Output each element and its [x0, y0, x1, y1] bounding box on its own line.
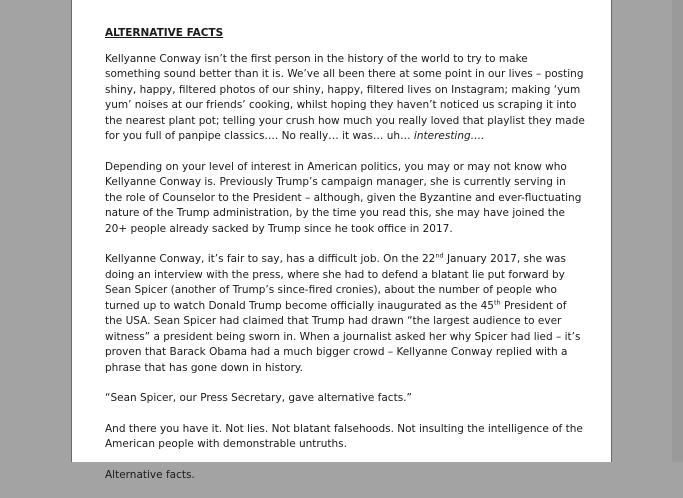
paragraph-3: [105, 252, 585, 376]
paragraph-3-part-b: January 2017, she was doing an interview with the press, where she had to defend a blatant lie put forward by Sean Spicer (another of Trump’s since-fired cronies), about the number of people who turned up to watch Donald Trump become officially inaugurated as the 45: [105, 253, 566, 312]
ordinal-suffix-th: th: [493, 298, 501, 306]
paragraph-3-part-c: President of the USA. Sean Spicer had claimed that Trump had drawn “the largest audience to ever witness” a president being sworn in. When a journalist asked her why Spicer had lied – it’s proven that Barack Obama had a much bigger crowd – Kellyanne Conway replied with a phrase that has gone down in history.: [105, 299, 581, 374]
page-content: [105, 26, 585, 498]
paragraph-3-part-a: Kellyanne Conway, it’s fair to say, has a difficult job. On the 22: [105, 253, 436, 265]
paragraph-1-italic: interesting….: [413, 130, 485, 142]
ordinal-suffix-nd: nd: [435, 251, 444, 260]
paragraph-2: Depending on your level of interest in American politics, you may or may not know who Kellyanne Conway is. Previously Trump’s campaign manager, she is currently serving in the role of Counselor to the President – although, given the Byzantine and ever-fluctuating nature of the Trump administration, by the time you read this, she may have joined the 20+ people already sacked by Trump since he took office in 2017.: [105, 160, 582, 235]
paragraph-6: Alternative facts.: [105, 468, 195, 481]
document-title: ALTERNATIVE FACTS: [105, 27, 224, 39]
paragraph-5: And there you have it. Not lies. Not blatant falsehoods. Not insulting the intelligence of the American people with demonstrable untruths.: [105, 422, 583, 450]
viewer-right-edge: [672, 0, 683, 462]
paragraph-1-text: Kellyanne Conway isn’t the first person in the history of the world to try to make something sound better than it is. We’ve all been there at some point in our lives – posting shiny, happy, filtered photos of our shiny, happy, filtered lives on Instagram; making ‘yum yum’ noises at our friends’ cooking, whilst hoping they haven’t noticed us scraping it into the nearest plant pot; telling your crush how much you really loved that playlist they made for you full of panpipe classics…. No really… it was… uh…: [105, 52, 585, 142]
paragraph-1: [105, 52, 585, 145]
document-page: [71, 0, 612, 481]
paragraph-4-quote: “Sean Spicer, our Press Secretary, gave alternative facts.”: [105, 392, 412, 404]
